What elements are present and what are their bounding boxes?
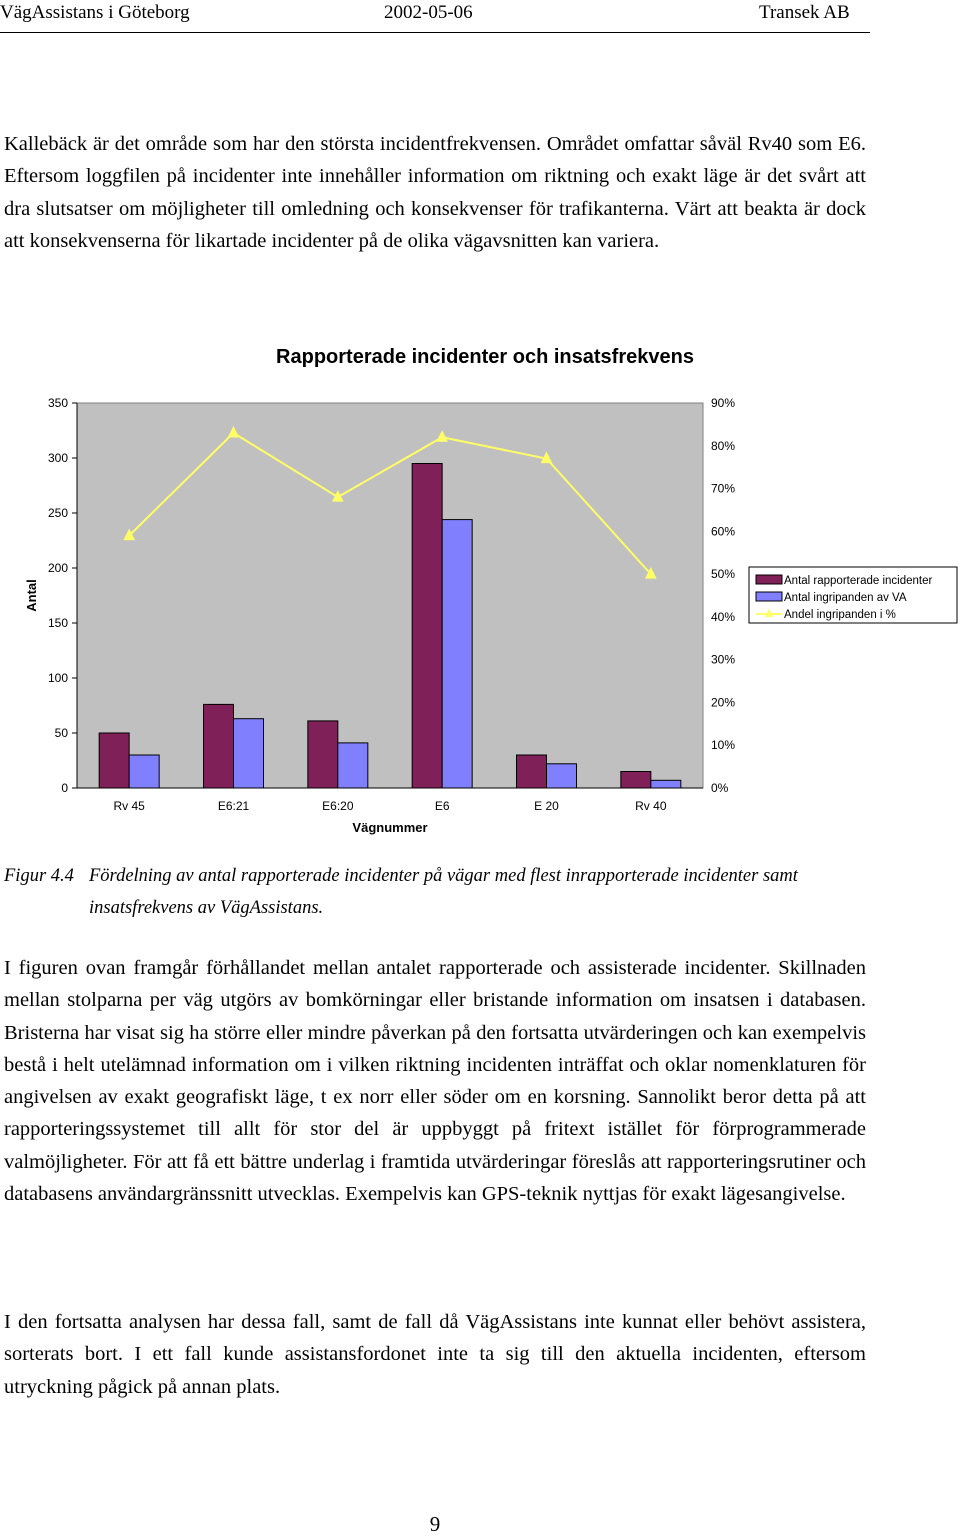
page-header <box>0 0 870 33</box>
figure-number: Figur 4.4 <box>4 866 74 886</box>
x-tick-label: E6 <box>434 799 450 813</box>
x-tick-label: E6:20 <box>322 799 354 813</box>
y2-tick-label: 40% <box>711 609 736 624</box>
bar-reported <box>517 755 547 788</box>
y-tick-label: 300 <box>47 451 68 465</box>
y2-tick-label: 30% <box>711 652 736 667</box>
legend-label-assisted: Antal ingripanden av VA <box>784 592 907 604</box>
bar-assisted <box>234 719 264 788</box>
header-date: 2002-05-06 <box>384 2 473 23</box>
bar-reported <box>308 721 338 788</box>
chart-figure <box>0 330 960 850</box>
bar-reported <box>621 772 651 789</box>
bar-assisted <box>442 520 472 788</box>
y2-tick-label: 0% <box>711 781 729 795</box>
x-tick-label: Rv 40 <box>635 799 667 813</box>
y2-tick-label: 70% <box>711 481 736 496</box>
intro-paragraph: Kallebäck är det område som har den största incidentfrekvensen. Området omfattar såväl Rv40 som E6. Eftersom loggfilen på incidenter inte innehåller information om riktning och exakt läge är det svårt att dra slutsatser om möjligheter till omledning och konsekvenser för trafikanterna. Värt att beakta är dock att konsekvenserna för likartade incidenter på de olika vägavsnitten kan variera. <box>4 133 866 252</box>
bar-reported <box>99 733 129 788</box>
bar-assisted <box>651 780 681 788</box>
y-tick-label: 200 <box>47 561 68 575</box>
y-tick-label: 150 <box>47 616 68 630</box>
plot-area <box>77 403 703 788</box>
y-tick-label: 0 <box>61 781 68 795</box>
y-tick-label: 100 <box>47 671 68 685</box>
header-right: Transek AB <box>759 2 850 23</box>
legend-swatch-assisted <box>756 592 782 601</box>
y2-tick-label: 20% <box>711 695 736 710</box>
bar-assisted <box>129 755 159 788</box>
legend-label-share: Andel ingripanden i % <box>784 609 896 621</box>
page-number: 9 <box>429 1512 441 1536</box>
legend-swatch-reported <box>756 575 782 584</box>
body-paragraph-2: I den fortsatta analysen har dessa fall, samt de fall då VägAssistans inte kunnat eller behövt assistera, sorterats bort. I ett fall kunde assistansfordonet inte ta sig till den aktuella incidenten, eftersom utryckning pågick på annan plats. <box>4 1311 866 1398</box>
x-tick-label: E6:21 <box>217 799 250 813</box>
body-paragraph-1: I figuren ovan framgår förhållandet mellan antalet rapporterade och assisterade incidenter. Skillnaden mellan stolparna per väg utgörs av bomkörningar eller bristande information om insatsen i databasen. Bristerna har visat sig ha större eller mindre påverkan på den fortsatta utvärderingen och kan exempelvis bestå i helt utelämnad information om i vilken riktning incidenten inträffat och oklar nomenklaturen för angivelsen av exakt geografiskt läge, t ex norr eller söder om en korsning. Sannolikt beror detta på att rapporteringssystemet till allt för stor del är uppbyggt på fritext istället för förprogrammerade valmöjligheter. För att få ett bättre underlag i framtida utvärderingar föreslås att rapporteringsrutiner och databasens användargränssnitt utvecklas. Exempelvis kan GPS-teknik nyttjas för exakt lägesangivelse. <box>4 957 866 1206</box>
y2-tick-label: 10% <box>711 738 736 753</box>
x-axis-title: Vägnummer <box>352 820 428 835</box>
y-tick-label: 50 <box>54 726 68 740</box>
y2-tick-label: 90% <box>711 396 736 410</box>
y2-tick-label: 60% <box>711 524 736 539</box>
figure-caption-text: Fördelning av antal rapporterade incidenter på vägar med flest inrapporterade incidenter samt insatsfrekvens av VägAssistans. <box>89 866 798 918</box>
y-axis-title: Antal <box>24 579 39 612</box>
bar-reported <box>412 464 442 789</box>
chart-title: Rapporterade incidenter och insatsfrekvens <box>276 346 694 368</box>
x-tick-label: E 20 <box>534 799 559 813</box>
y2-tick-label: 50% <box>711 567 736 582</box>
chart <box>0 330 960 850</box>
bar-assisted <box>547 764 577 788</box>
bar-reported <box>204 704 234 788</box>
header-left: VägAssistans i Göteborg <box>0 2 190 23</box>
legend-label-reported: Antal rapporterade incidenter <box>784 575 933 587</box>
y-tick-label: 250 <box>47 506 68 520</box>
y-tick-label: 350 <box>47 396 68 410</box>
y2-tick-label: 80% <box>711 438 736 453</box>
x-tick-label: Rv 45 <box>113 799 145 813</box>
bar-assisted <box>338 743 368 788</box>
